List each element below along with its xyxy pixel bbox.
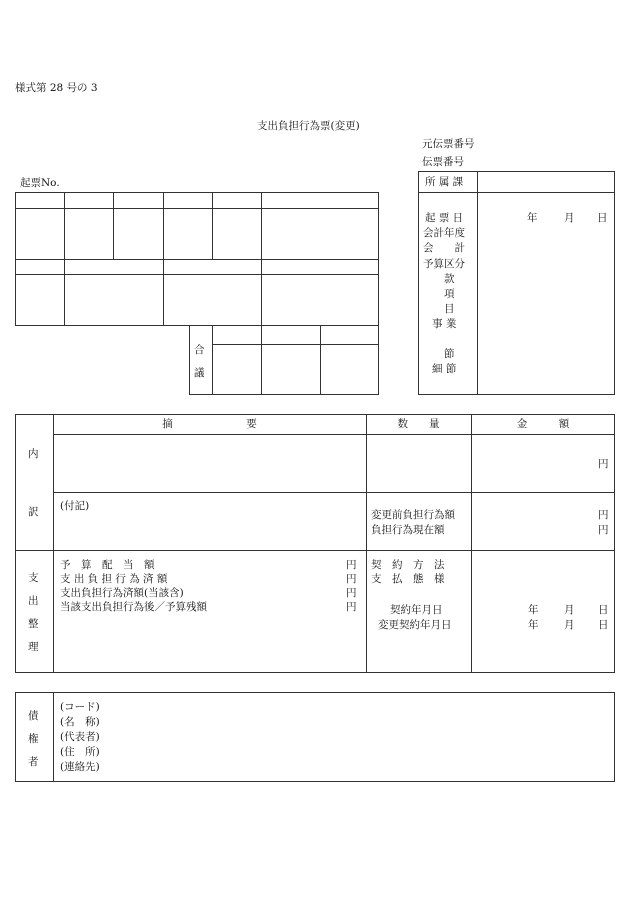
grid-line	[212, 192, 213, 259]
expenditure-label-1: 支	[28, 572, 39, 584]
original-slip-number-label: 元伝票番号	[422, 138, 475, 150]
council-label-2: 議	[194, 367, 205, 379]
account-label: 会 計	[423, 242, 465, 254]
amount-column-header: 金 額	[516, 418, 570, 430]
grid-line	[366, 414, 367, 673]
creditor-box	[15, 692, 615, 782]
expenditure-label-3: 整	[28, 618, 39, 630]
before-change-amount-label: 変更前負担行為額	[371, 509, 455, 521]
grid-line	[64, 192, 65, 259]
contract-method-label: 契 約 方 法	[371, 559, 445, 571]
breakdown-label-2: 訳	[28, 506, 39, 518]
grid-line	[477, 171, 478, 395]
creditor-code-label: (コード)	[60, 701, 100, 713]
budget-allocation-yen: 円	[346, 559, 357, 571]
council-approval-box	[189, 325, 379, 395]
expenditure-label-4: 理	[28, 641, 39, 653]
grid-line	[15, 550, 615, 551]
grid-line	[418, 192, 615, 193]
slip-number-label: 伝票番号	[422, 156, 464, 168]
change-contract-date-year: 年	[528, 619, 539, 631]
grid-line	[212, 344, 379, 345]
burden-done-incl-yen: 円	[346, 587, 357, 599]
contract-date-label: 契約年月日	[390, 604, 443, 616]
grid-line	[261, 192, 262, 259]
kou-label: 項	[444, 288, 455, 300]
change-contract-date-day: 日	[598, 619, 609, 631]
grid-line	[15, 274, 379, 275]
expenditure-label-2: 出	[28, 595, 39, 607]
current-burden-amount-label: 負担行為現在額	[371, 524, 445, 536]
quantity-column-header: 数 量	[397, 418, 440, 430]
burden-done-label: 支 出 負 担 行 為 済 額	[60, 573, 168, 585]
budget-allocation-label: 予 算 配 当 額	[60, 559, 155, 571]
draft-date-day: 日	[597, 212, 608, 224]
draft-date-label: 起 票 日	[425, 212, 464, 224]
contract-date-month: 月	[564, 604, 575, 616]
grid-line	[53, 692, 54, 782]
remaining-budget-yen: 円	[346, 601, 357, 613]
note-label: (付記)	[60, 500, 90, 512]
grid-line	[163, 259, 164, 326]
burden-done-incl-label: 支出負担行為済額(当該含)	[60, 587, 184, 599]
department-label: 所 属 課	[425, 176, 464, 188]
current-burden-yen: 円	[598, 524, 609, 536]
creditor-name-label: (名 称)	[60, 716, 100, 728]
moku-label: 目	[444, 303, 455, 315]
fiscal-year-label: 会計年度	[423, 227, 465, 239]
contract-date-day: 日	[598, 604, 609, 616]
grid-line	[261, 259, 262, 326]
grid-line	[320, 325, 321, 395]
grid-line	[53, 434, 615, 435]
setsu-label: 節	[444, 348, 455, 360]
grid-line	[113, 192, 114, 259]
kan-label: 款	[444, 273, 455, 285]
change-contract-date-label: 変更契約年月日	[378, 619, 452, 631]
creditor-contact-label: (連絡先)	[60, 761, 100, 773]
grid-line	[53, 414, 54, 673]
budget-category-label: 予算区分	[423, 258, 465, 270]
breakdown-label-1: 内	[28, 448, 39, 460]
summary-column-header: 摘 要	[162, 418, 257, 430]
page-title: 支出負担行為票(変更)	[257, 120, 360, 132]
creditor-label-2: 権	[28, 733, 39, 745]
creditor-label-3: 者	[28, 756, 39, 768]
grid-line	[212, 325, 213, 395]
drafter-number-label: 起票No.	[20, 177, 60, 189]
grid-line	[471, 414, 472, 673]
grid-line	[15, 208, 379, 209]
draft-date-year: 年	[527, 212, 538, 224]
before-change-yen: 円	[598, 509, 609, 521]
creditor-label-1: 債	[28, 710, 39, 722]
project-label: 事 業	[432, 318, 457, 330]
form-number: 様式第 28 号の 3	[15, 82, 98, 94]
creditor-address-label: (住 所)	[60, 746, 100, 758]
creditor-representative-label: (代表者)	[60, 731, 100, 743]
details-table	[15, 414, 615, 673]
saisetsu-label: 細 節	[432, 363, 457, 375]
contract-date-year: 年	[528, 604, 539, 616]
remaining-budget-label: 当該支出負担行為後／予算残額	[60, 601, 207, 613]
payment-mode-label: 支 払 態 様	[371, 573, 445, 585]
draft-date-month: 月	[564, 212, 575, 224]
grid-line	[53, 492, 615, 493]
amount-yen-unit: 円	[598, 458, 609, 470]
grid-line	[15, 259, 379, 260]
grid-line	[261, 325, 262, 395]
grid-line	[163, 192, 164, 259]
grid-line	[64, 259, 65, 326]
change-contract-date-month: 月	[564, 619, 575, 631]
burden-done-yen: 円	[346, 573, 357, 585]
council-label-1: 合	[194, 344, 205, 356]
